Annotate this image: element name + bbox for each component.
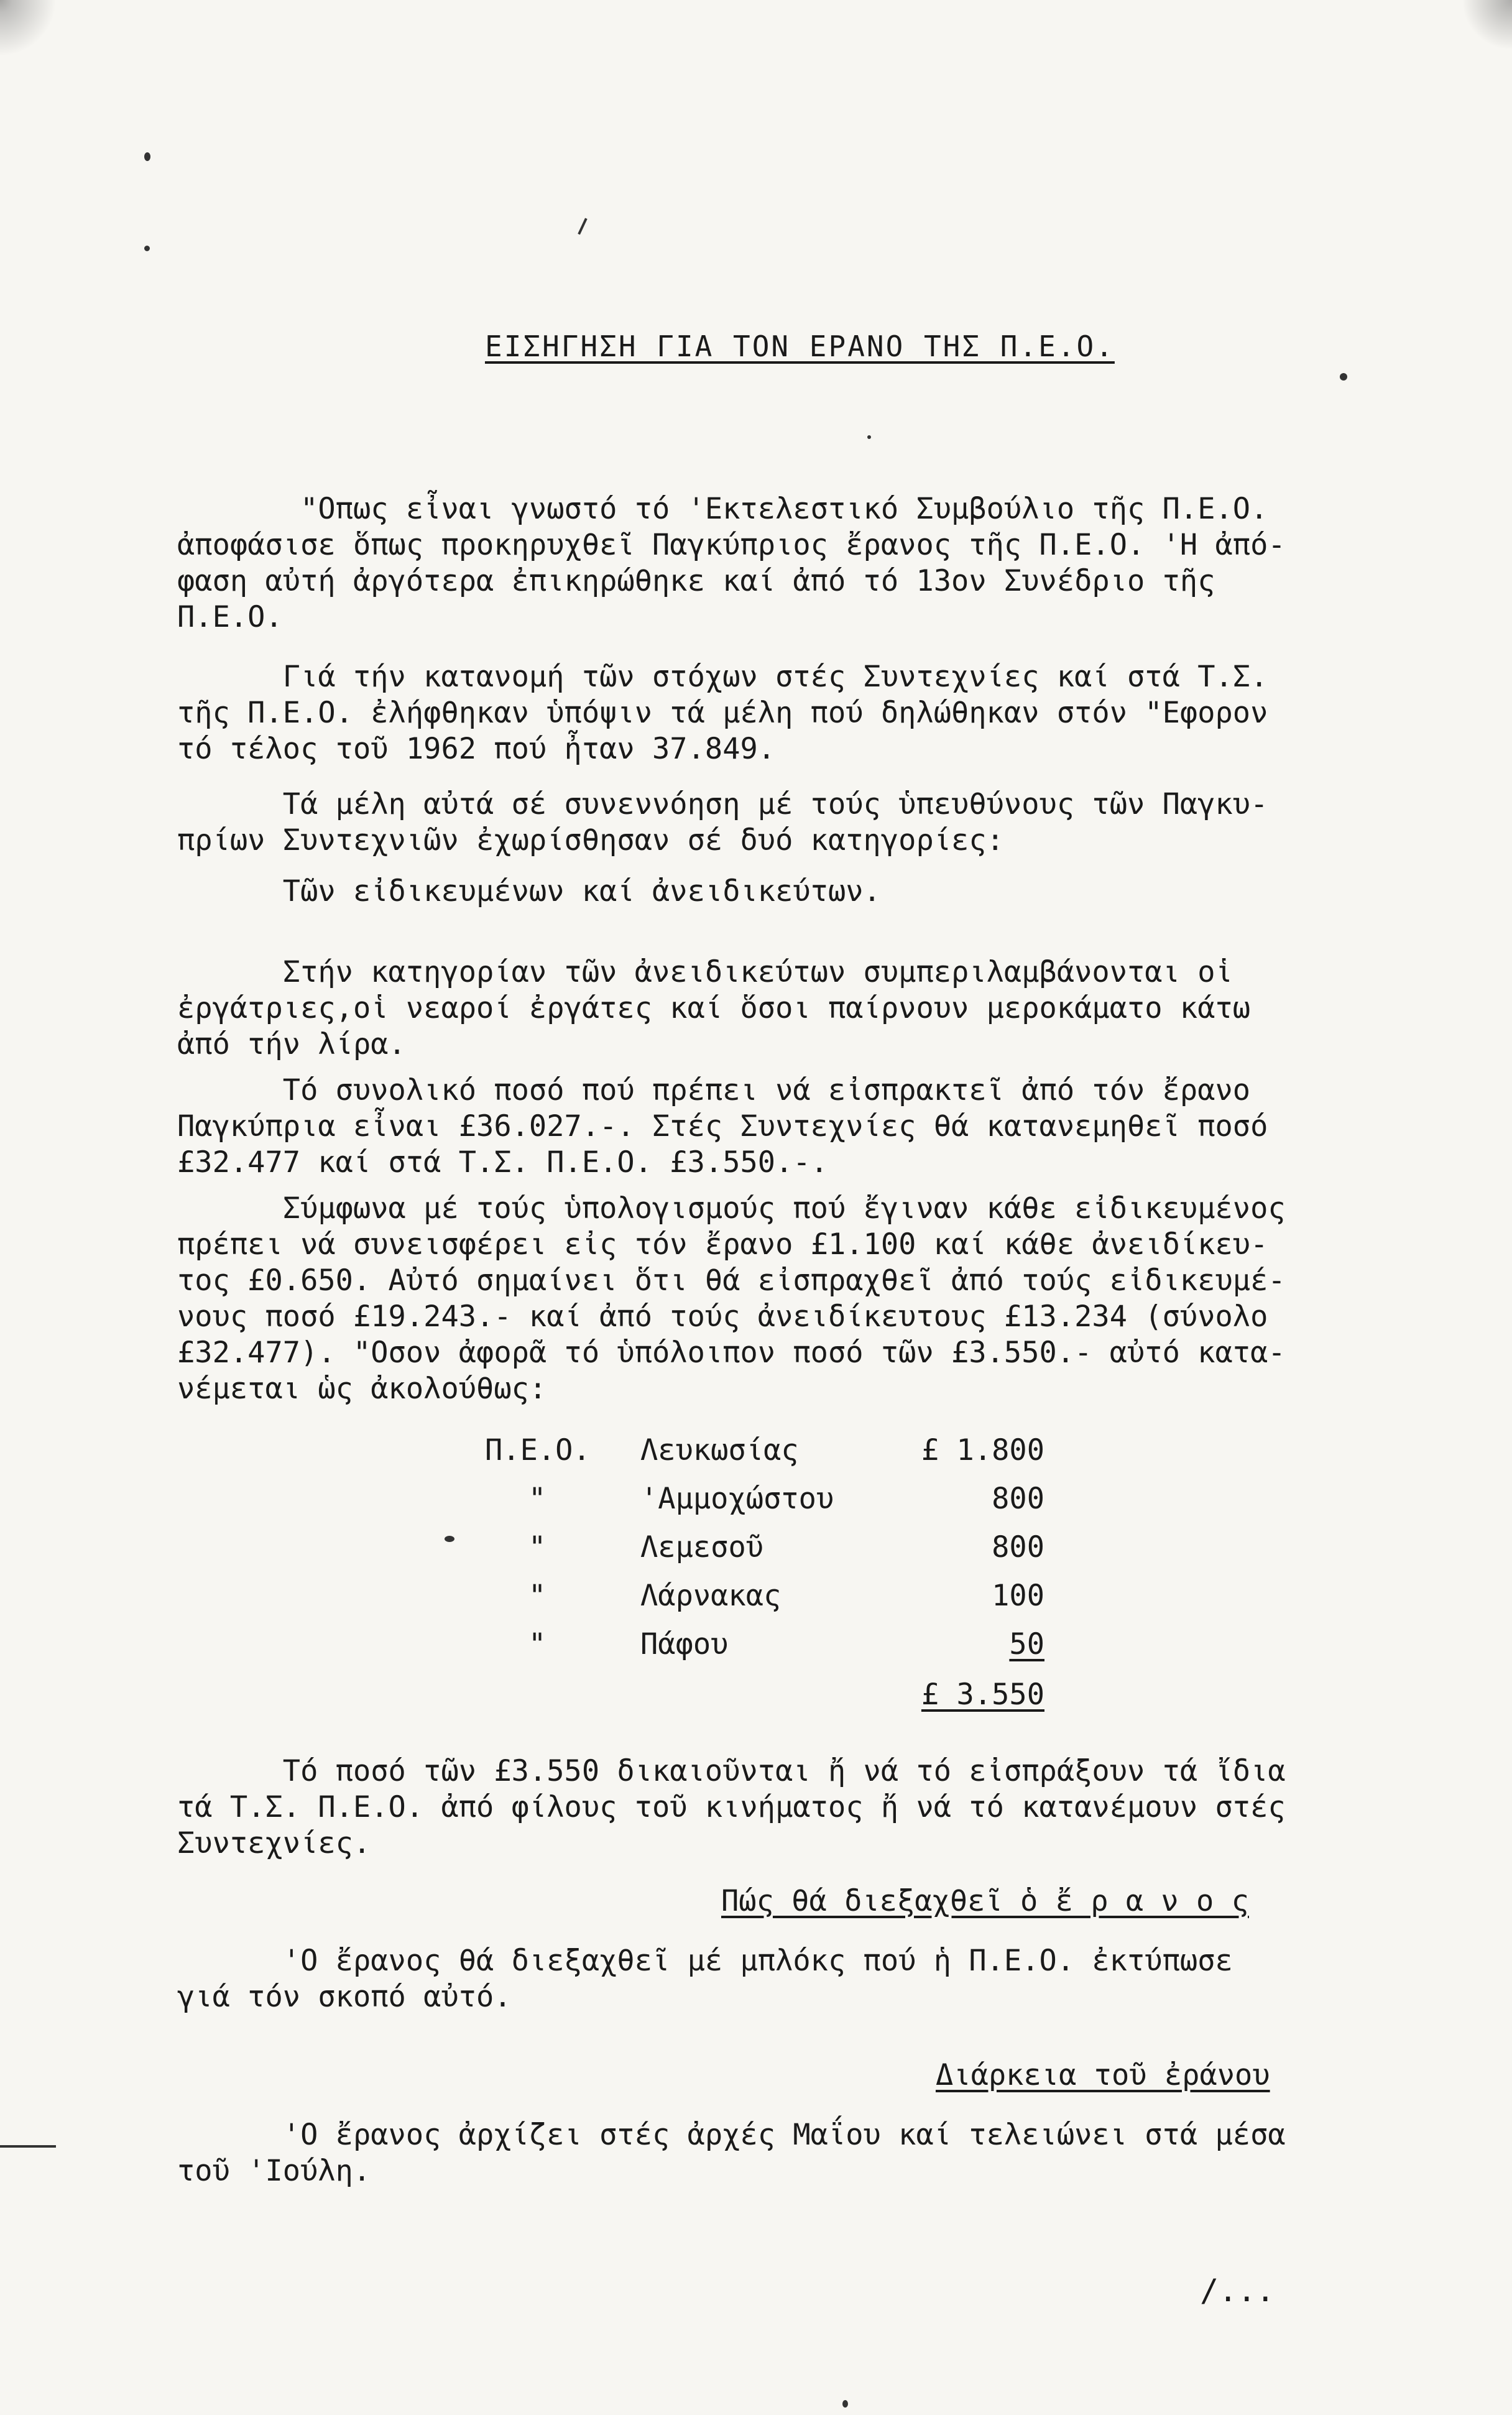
continuation-mark: /... xyxy=(1200,2273,1275,2309)
paragraph-duration: 'Ο ἔρανος ἀρχίζει στές ἀρχές Μαΐου καί τελειώνει στά μέσα τοῦ 'Ιούλη. xyxy=(177,2118,1286,2188)
table-district: 'Αμμοχώστου xyxy=(640,1482,834,1516)
table-row xyxy=(485,1530,1076,1568)
ink-speck xyxy=(842,2400,848,2408)
paragraph-unskilled-definition: Στήν κατηγορίαν τῶν ἀνειδικεύτων συμπεριλαμβάνονται οἱ ἐργάτριες,οἱ νεαροί ἐργάτες καί ὅσοι παίρνουν μεροκάματο κάτω ἀπό τήν λίρα. xyxy=(177,955,1251,1061)
heading-duration: Διάρκεια τοῦ ἐράνου xyxy=(936,2058,1270,2092)
margin-dash xyxy=(0,2145,56,2148)
table-org: " xyxy=(528,1627,546,1661)
table-amount: 800 xyxy=(992,1530,1044,1564)
paragraph-intro: "Οπως εἶναι γνωστό τό 'Εκτελεστικό Συμβούλιο τῆς Π.Ε.Ο. ἀποφάσισε ὅπως προκηρυχθεῖ Παγκύπριος ἔρανος τῆς Π.Ε.Ο. 'Η ἀπό- φαση αὐτή ἀργότερα ἐπικηρώθηκε καί ἀπό τό 13ον Συνέδριο τῆς Π.Ε.Ο. xyxy=(177,492,1286,634)
table-total: £ 3.550 xyxy=(921,1678,1044,1712)
table-row xyxy=(485,1627,1076,1665)
table-amount: 50 xyxy=(1009,1627,1044,1661)
paragraph-calculations: Σύμφωνα μέ τούς ὑπολογισμούς πού ἔγιναν κάθε εἰδικευμένος πρέπει νά συνεισφέρει εἰς τόν ἔρανο £1.100 καί κάθε ἀνειδίκευ- τος £0.650. Αὐτό σημαίνει ὅτι θά εἰσπραχθεῖ ἀπό τούς εἰδικευμέ- νους ποσό £19.243.- καί ἀπό τούς ἀνειδίκευτους £13.234 (σύνολο £32.477). "Οσον ἀφορᾶ τό ὑπόλοιπον ποσό τῶν £3.550.- αὐτό κατα- νέμεται ὡς ἀκολούθως: xyxy=(177,1191,1286,1406)
table-amount: £ 1.800 xyxy=(921,1433,1044,1467)
table-district: Λεμεσοῦ xyxy=(640,1530,764,1564)
pencil-mark xyxy=(578,218,587,234)
paragraph-blocks: 'Ο ἔρανος θά διεξαχθεῖ μέ μπλόκς πού ἡ Π.Ε.Ο. ἐκτύπωσε γιά τόν σκοπό αὐτό. xyxy=(177,1944,1233,2014)
paragraph-allocation-basis: Γιά τήν κατανομή τῶν στόχων στές Συντεχνίες καί στά Τ.Σ. τῆς Π.Ε.Ο. ἐλήφθηκαν ὑπόψιν τά μέλη πού δηλώθηκαν στόν "Εφορον τό τέλος τοῦ 1962 πού ἦταν 37.849. xyxy=(177,660,1268,766)
ink-speck xyxy=(1340,373,1347,381)
paragraph-remaining-amount: Τό ποσό τῶν £3.550 δικαιοῦνται ἤ νά τό εἰσπράξουν τά ἴδια τά Τ.Σ. Π.Ε.Ο. ἀπό φίλους τοῦ κινήματος ἤ νά τό κατανέμουν στές Συντεχνίες. xyxy=(177,1754,1286,1860)
paragraph-categories: Τά μέλη αὐτά σέ συνεννόηση μέ τούς ὑπευθύνους τῶν Παγκυ- πρίων Συντεχνιῶν ἐχωρίσθησαν σέ δυό κατηγορίες: xyxy=(177,787,1268,857)
table-district: Λευκωσίας xyxy=(640,1433,799,1467)
heading-how: Πώς θά διεξαχθεῖ ὁ ἔ ρ α ν ο ς xyxy=(721,1884,1249,1918)
scan-edge-shadow xyxy=(0,0,75,106)
ink-speck xyxy=(144,152,150,161)
table-row xyxy=(485,1433,1076,1471)
table-org: " xyxy=(528,1579,546,1613)
table-org: " xyxy=(528,1530,546,1564)
table-amount: 100 xyxy=(992,1579,1044,1613)
ink-speck xyxy=(867,435,871,439)
table-amount: 800 xyxy=(992,1482,1044,1516)
paragraph-category-names: Τῶν εἰδικευμένων καί ἀνειδικεύτων. xyxy=(177,874,881,908)
ink-speck xyxy=(445,1536,454,1542)
table-row xyxy=(485,1482,1076,1519)
document-title: ΕΙΣΗΓΗΣΗ ΓΙΑ ΤΟΝ ΕΡΑΝΟ ΤΗΣ Π.Ε.Ο. xyxy=(485,330,1115,363)
paragraph-total-amount: Τό συνολικό ποσό πού πρέπει νά εἰσπρακτεῖ ἀπό τόν ἔρανο Παγκύπρια εἶναι £36.027.-. Στές Συντεχνίες θά κατανεμηθεῖ ποσό £32.477 καί στά Τ.Σ. Π.Ε.Ο. £3.550.-. xyxy=(177,1073,1268,1180)
table-district: Λάρνακας xyxy=(640,1579,781,1613)
ink-speck xyxy=(144,246,150,251)
table-row xyxy=(485,1579,1076,1616)
table-org: " xyxy=(528,1482,546,1516)
table-district: Πάφου xyxy=(640,1627,729,1661)
table-total-row xyxy=(485,1678,1076,1715)
table-org: Π.Ε.Ο. xyxy=(485,1433,591,1467)
scan-edge-shadow-right xyxy=(1431,0,1512,56)
